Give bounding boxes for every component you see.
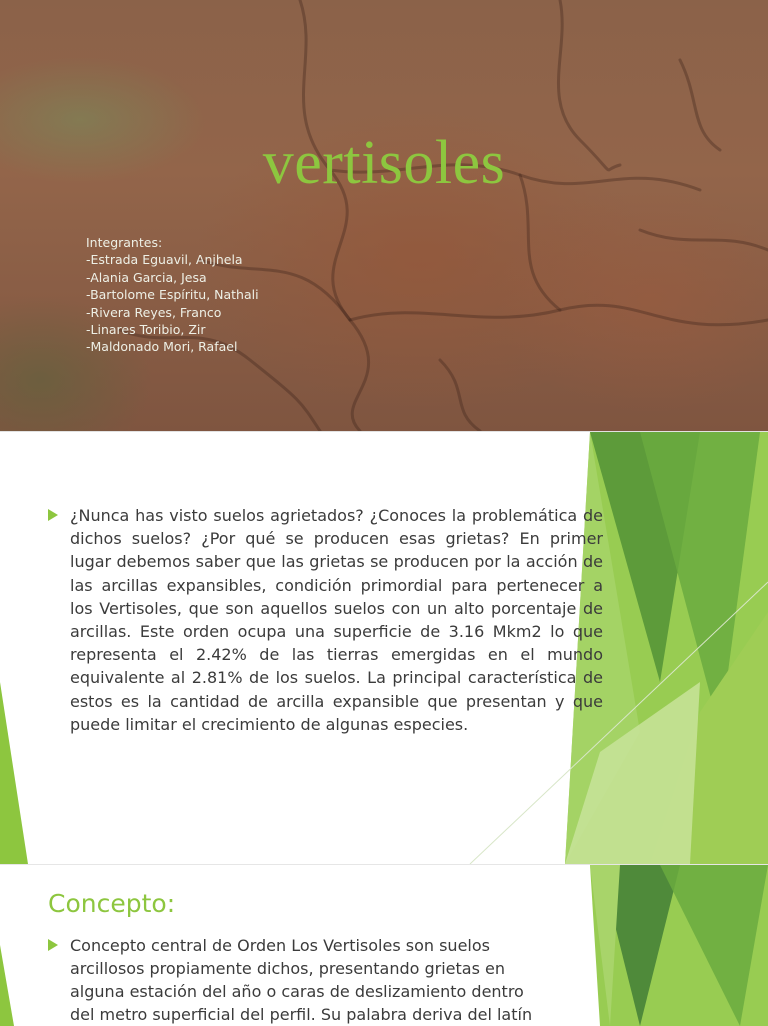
- bullet-arrow-icon: [48, 509, 58, 521]
- member-item: -Alania Garcia, Jesa: [86, 269, 207, 285]
- concept-paragraph: Concepto central de Orden Los Vertisoles son suelos arcillosos propiamente dichos, presentando grietas en alguna estación del año o caras de deslizamiento dentro del metro superficial del perfil. Su palabra deriva del latín: [70, 936, 533, 1024]
- intro-paragraph: ¿Nunca has visto suelos agrietados? ¿Conoces la problemática de dichos suelos? ¿Por qué se producen esas grietas? En primer lugar debemos saber que las grietas se producen por la acción de las arcillas expansibles, condición primordial para pertenecer a los Vertisoles, que son aquellos suelos con un alto porcentaje de arcillas. Este orden ocupa una superficie de 3.16 Mkm2 lo que representa el 2.42% de las tierras emergidas en el mundo equivalente al 2.81% de los suelos. La principal característica de estos es la cantidad de arcilla expansible que presentan y que puede limitar el crecimiento de algunas especies.: [70, 506, 603, 734]
- concept-slide: [0, 864, 768, 1026]
- member-item: -Bartolome Espíritu, Nathali: [86, 287, 259, 303]
- intro-slide: [0, 431, 768, 864]
- intro-bullet: [48, 504, 603, 736]
- member-item: -Estrada Eguavil, Anjhela: [86, 252, 243, 268]
- member-item: -Maldonado Mori, Rafael: [86, 339, 238, 355]
- members-heading: Integrantes:: [86, 235, 163, 250]
- title-slide: [0, 0, 768, 431]
- presentation-title: vertisoles: [262, 129, 506, 197]
- concept-heading: Concepto:: [48, 889, 176, 918]
- concept-bullet: [48, 934, 550, 1026]
- members-list: [86, 234, 259, 356]
- bullet-arrow-icon: [48, 939, 58, 951]
- member-item: -Linares Toribio, Zir: [86, 322, 206, 338]
- cracked-soil-background: [0, 0, 768, 431]
- member-item: -Rivera Reyes, Franco: [86, 304, 222, 320]
